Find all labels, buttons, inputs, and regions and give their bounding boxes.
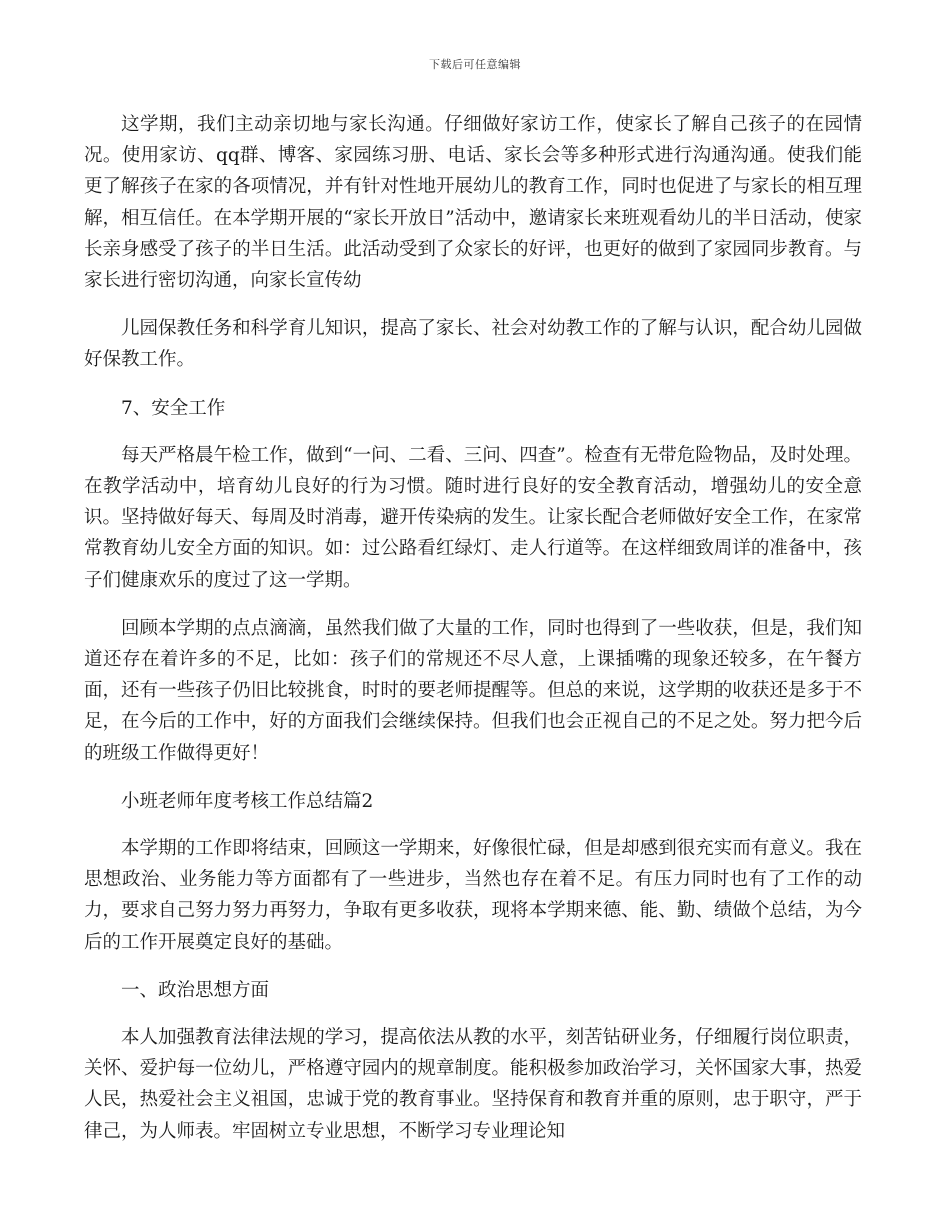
section-heading-safety: 7、安全工作 [121, 397, 226, 419]
paragraph-parent-communication-cont: 儿园保教任务和科学育儿知识，提高了家长、社会对幼教工作的了解与认识，配合幼儿园做好保教工作。 [84, 318, 862, 371]
paragraph-safety-work: 每天严格晨午检工作，做到“一问、二看、三问、四查”。检查有无带危险物品，及时处理。在教学活动中，培育幼儿良好的行为习惯。随时进行良好的安全教育活动，增强幼儿的安全意识。坚持做好每天、每周及时消毒，避开传染病的发生。让家长配合老师做好安全工作，在家常常教育幼儿安全方面的知识。如：过公路看红绿灯、走人行道等。在这样细致周详的准备中，孩子们健康欢乐的度过了这一学期。 [84, 444, 862, 591]
section-heading-political: 一、政治思想方面 [121, 979, 270, 1001]
paragraph-parent-communication: 这学期，我们主动亲切地与家长沟通。仔细做好家访工作，使家长了解自己孩子的在园情况。使用家访、qq群、博客、家园练习册、电话、家长会等多种形式进行沟通沟通。使我们能更了解孩子在家的各项情况，并有针对性地开展幼儿的教育工作，同时也促进了与家长的相互理解，相互信任。在本学期开展的“家长开放日”活动中，邀请家长来班观看幼儿的半日活动，使家长亲身感受了孩子的半日生活。此活动受到了众家长的好评，也更好的做到了家园同步教育。与家长进行密切沟通，向家长宣传幼 [84, 114, 862, 292]
page-header-note: 下载后可任意编辑 [429, 58, 521, 71]
article-title-part-2: 小班老师年度考核工作总结篇2 [121, 790, 374, 812]
paragraph-political-thought: 本人加强教育法律法规的学习，提高依法从教的水平，刻苦钻研业务，仔细履行岗位职责，关怀、爱护每一位幼儿，严格遵守园内的规章制度。能积极参加政治学习，关怀国家大事，热爱人民，热爱社会主义祖国，忠诚于党的教育事业。坚持保育和教育并重的原则，忠于职守，严于律己，为人师表。牢固树立专业思想，不断学习专业理论知 [84, 1027, 862, 1142]
paragraph-intro-part-2: 本学期的工作即将结束，回顾这一学期来，好像很忙碌，但是却感到很充实而有意义。我在思想政治、业务能力等方面都有了一些进步，当然也存在着不足。有压力同时也有了工作的动力，要求自己努力努力再努力，争取有更多收获，现将本学期来德、能、勤、绩做个总结，为今后的工作开展奠定良好的基础。 [84, 838, 862, 953]
paragraph-semester-review: 回顾本学期的点点滴滴，虽然我们做了大量的工作，同时也得到了一些收获，但是，我们知道还存在着许多的不足，比如：孩子们的常规还不尽人意，上课插嘴的现象还较多，在午餐方面，还有一些孩子仍旧比较挑食，时时的要老师提醒等。但总的来说，这学期的收获还是多于不足，在今后的工作中，好的方面我们会继续保持。但我们也会正视自己的不足之处。努力把今后的班级工作做得更好！ [84, 617, 862, 764]
document-body [84, 109, 862, 1164]
